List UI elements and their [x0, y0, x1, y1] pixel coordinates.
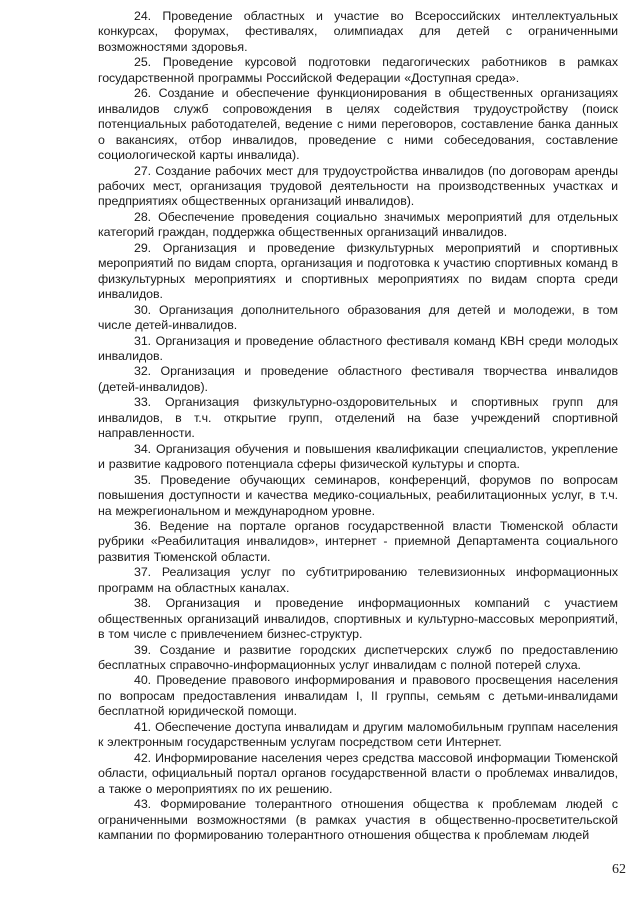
paragraph-item-24: 24. Проведение областных и участие во Всероссийских интеллектуальных конкурсах, форумах, фестивалях, олимпиадах для детей с ограниченными возможностями здоровья. — [98, 9, 618, 54]
paragraph-item-41: 41. Обеспечение доступа инвалидам и другим маломобильным группам населения к электронным государственным услугам посредством сети Интернет. — [98, 719, 618, 750]
paragraph-item-34: 34. Организация обучения и повышения квалификации специалистов, укрепление и развитие кадрового потенциала сферы физической культуры и спорта. — [98, 441, 618, 472]
paragraph-item-29: 29. Организация и проведение физкультурных мероприятий и спортивных мероприятий по видам спорта, организация и подготовка к участию спортивных команд в физкультурных мероприятиях и спортивных мероприятиях по видам спорта среди инвалидов. — [98, 240, 618, 302]
paragraph-item-35: 35. Проведение обучающих семинаров, конференций, форумов по вопросам повышения доступности и качества медико-социальных, реабилитационных услуг, в т.ч. на межрегиональном и международном уровне. — [98, 472, 618, 518]
paragraph-item-38: 38. Организация и проведение информационных компаний с участием общественных организаций инвалидов, спортивных и культурно-массовых мероприятий, в том числе с привлечением бизнес-структур. — [98, 596, 618, 642]
paragraph-item-33: 33. Организация физкультурно-оздоровительных и спортивных групп для инвалидов, в т.ч. открытие групп, отделений на базе учреждений спортивной направленности. — [98, 395, 618, 441]
paragraph-item-42: 42. Информирование населения через средства массовой информации Тюменской области, официальный портал органов государственной власти о проблемах инвалидов, а также о мероприятиях по их решению. — [98, 750, 618, 796]
paragraph-item-40: 40. Проведение правового информирования и правового просвещения населения по вопросам предоставления инвалидам I, II группы, семьям с детьми-инвалидами бесплатной юридической помощи. — [98, 673, 618, 719]
paragraph-item-25: 25. Проведение курсовой подготовки педагогических работников в рамках государственной программы Российской Федерации «Доступная среда». — [98, 55, 618, 85]
paragraph-item-37: 37. Реализация услуг по субтитрированию телевизионных информационных программ на областных каналах. — [98, 565, 618, 595]
paragraph-item-36: 36. Ведение на портале органов государственной власти Тюменской области рубрики «Реабилитация инвалидов», интернет - приемной Департамента социального развития Тюменской области. — [98, 518, 618, 564]
paragraph-item-28: 28. Обеспечение проведения социально значимых мероприятий для отдельных категорий граждан, поддержка общественных организаций инвалидов. — [98, 209, 618, 240]
document-body — [98, 9, 618, 849]
paragraph-item-27: 27. Создание рабочих мест для трудоустройства инвалидов (по договорам аренды рабочих мест, организация трудовой деятельности на производственных участках и предприятиях общественных организаций инвалидов). — [98, 163, 618, 209]
page-number: 62 — [612, 862, 626, 877]
paragraph-item-43: 43. Формирование толерантного отношения общества к проблемам людей с ограниченными возможностями (в рамках участия в общественно-просветительской кампании по формированию толерантного отношения общества к проблемам людей — [98, 797, 618, 843]
paragraph-item-30: 30. Организация дополнительного образования для детей и молодежи, в том числе детей-инвалидов. — [98, 302, 618, 333]
paragraph-item-26: 26. Создание и обеспечение функционирования в общественных организациях инвалидов служб сопровождения в целях содействия трудоустройству (поиск потенциальных работодателей, ведение с ними переговоров, составление банка данных о вакансиях, отбор инвалидов, проведение с ними собеседования, составление социологической карты инвалида). — [98, 86, 618, 163]
paragraph-item-32: 32. Организация и проведение областного фестиваля творчества инвалидов (детей-инвалидов). — [98, 364, 618, 394]
paragraph-item-39: 39. Создание и развитие городских диспетчерских служб по предоставлению бесплатных справочно-информационных услуг инвалидам с полной потерей слуха. — [98, 642, 618, 673]
paragraph-item-31: 31. Организация и проведение областного фестиваля команд КВН среди молодых инвалидов. — [98, 333, 618, 363]
